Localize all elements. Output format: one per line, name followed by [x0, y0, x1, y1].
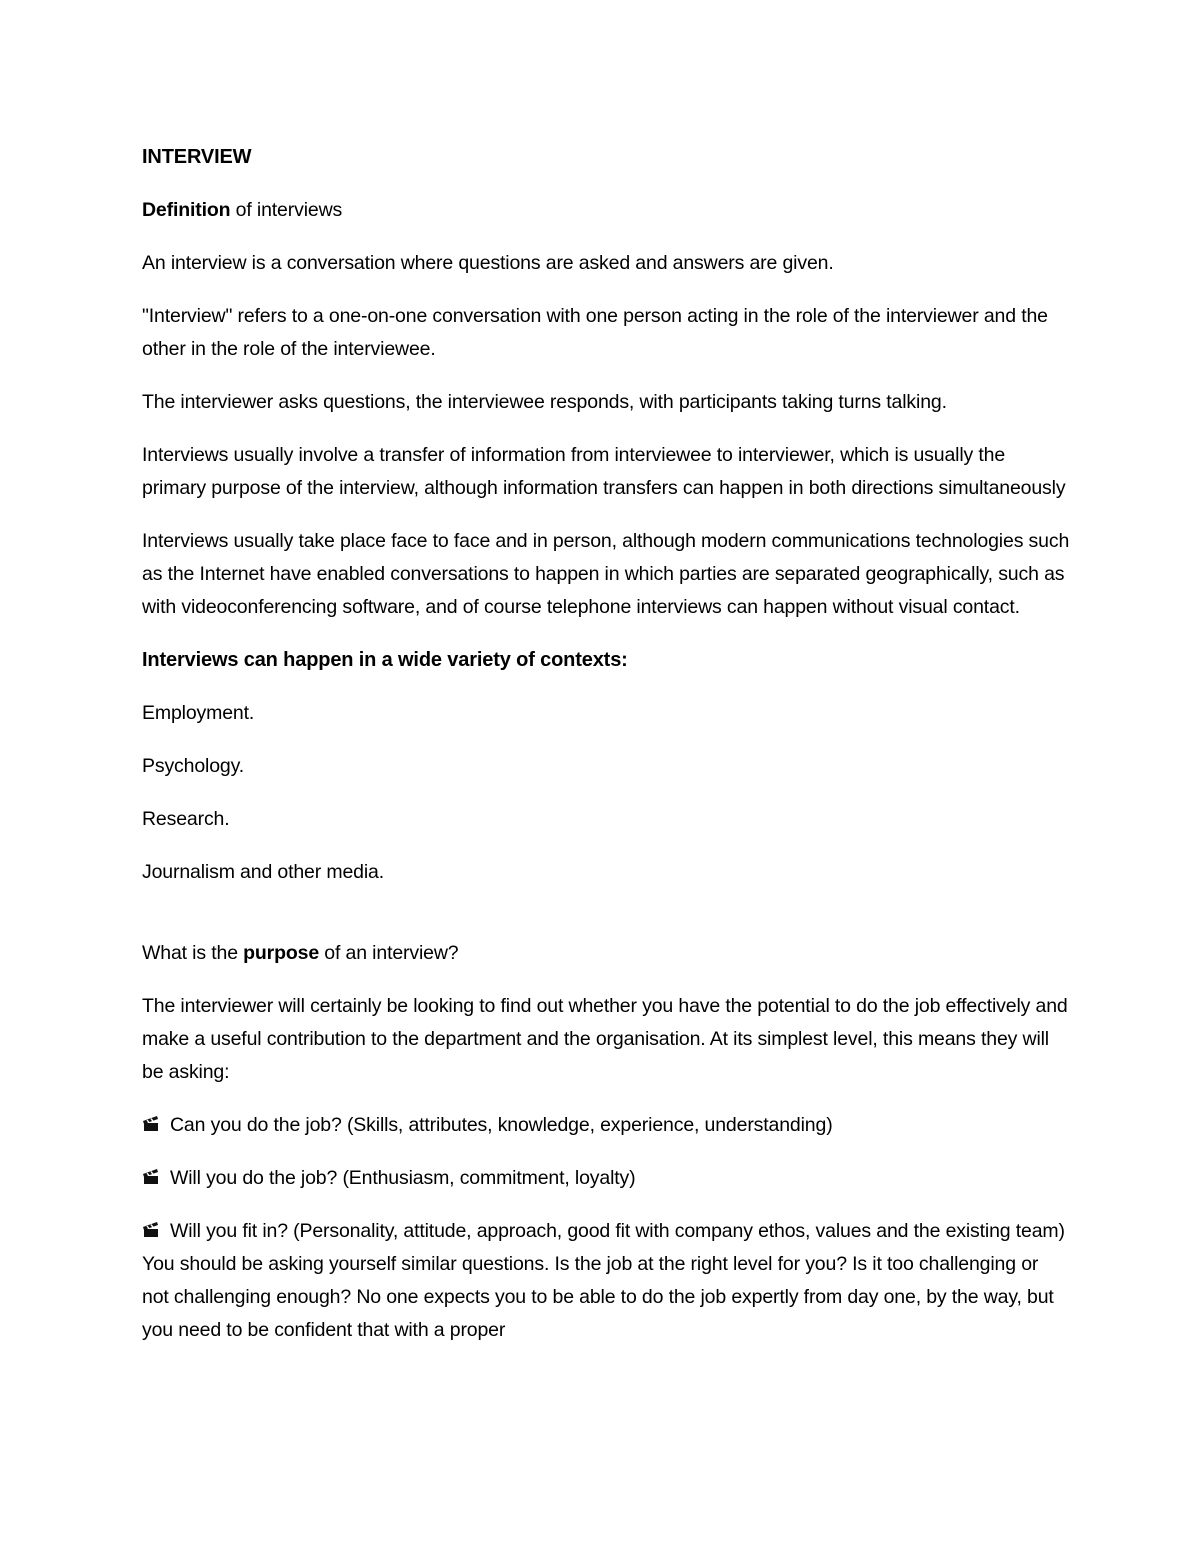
- purpose-paragraph: The interviewer will certainly be looking to find out whether you have the potential to do the job effectively and make a useful contribution to the department and the organisation. At its simplest level, this means they will be asking:: [142, 995, 1068, 1083]
- document-body: [142, 141, 1070, 1347]
- context-item-research: Research.: [142, 808, 230, 830]
- clapperboard-icon: [142, 1162, 170, 1195]
- paragraph-face-to-face: Interviews usually take place face to face and in person, although modern communications technologies such as the Internet have enabled conversations to happen in which parties are separated geographically, such as with videoconferencing software, and of course telephone interviews can happen without visual contact.: [142, 530, 1070, 618]
- clapperboard-icon: [142, 1215, 170, 1248]
- question-item-fit-in: [142, 1215, 1070, 1347]
- question-item-can-you: [142, 1109, 1070, 1142]
- paragraph-turn-taking: The interviewer asks questions, the interviewee responds, with participants taking turns talking.: [142, 391, 947, 413]
- paragraph-information-transfer: Interviews usually involve a transfer of information from interviewee to interviewer, which is usually the primary purpose of the interview, although information transfers can happen in both directions simultaneously: [142, 444, 1066, 499]
- purpose-question-after: of an interview?: [319, 942, 459, 964]
- purpose-question: [142, 937, 1070, 970]
- definition-heading-rest: of interviews: [230, 199, 343, 221]
- definition-heading: [142, 194, 1070, 227]
- question-item-will-you: [142, 1162, 1070, 1195]
- paragraph-definition: An interview is a conversation where questions are asked and answers are given.: [142, 252, 834, 274]
- clapperboard-icon: [142, 1109, 170, 1142]
- question-text: Will you fit in? (Personality, attitude, approach, good fit with company ethos, values and the existing team) You should be asking yourself similar questions. Is the job at the right level for you? Is it too challenging or not challenging enough? No one expects you to be able to do the job expertly from day one, by the way, but you need to be confident that with a proper: [142, 1220, 1065, 1341]
- question-text: Can you do the job? (Skills, attributes, knowledge, experience, understanding): [170, 1114, 833, 1136]
- contexts-heading-rest: :: [621, 649, 628, 671]
- contexts-heading: [142, 644, 1070, 677]
- paragraph-one-on-one: "Interview" refers to a one-on-one conversation with one person acting in the role of the interviewer and the other in the role of the interviewee.: [142, 305, 1048, 360]
- purpose-question-bold: purpose: [243, 942, 320, 964]
- document-title: INTERVIEW: [142, 146, 252, 168]
- context-item-employment: Employment.: [142, 702, 255, 724]
- definition-heading-bold: Definition: [142, 199, 231, 221]
- context-item-journalism: Journalism and other media.: [142, 861, 384, 883]
- contexts-heading-bold: Interviews can happen in a wide variety of contexts: [142, 649, 622, 671]
- question-text: Will you do the job? (Enthusiasm, commitment, loyalty): [170, 1167, 636, 1189]
- purpose-question-before: What is the: [142, 942, 244, 964]
- context-item-psychology: Psychology.: [142, 755, 245, 777]
